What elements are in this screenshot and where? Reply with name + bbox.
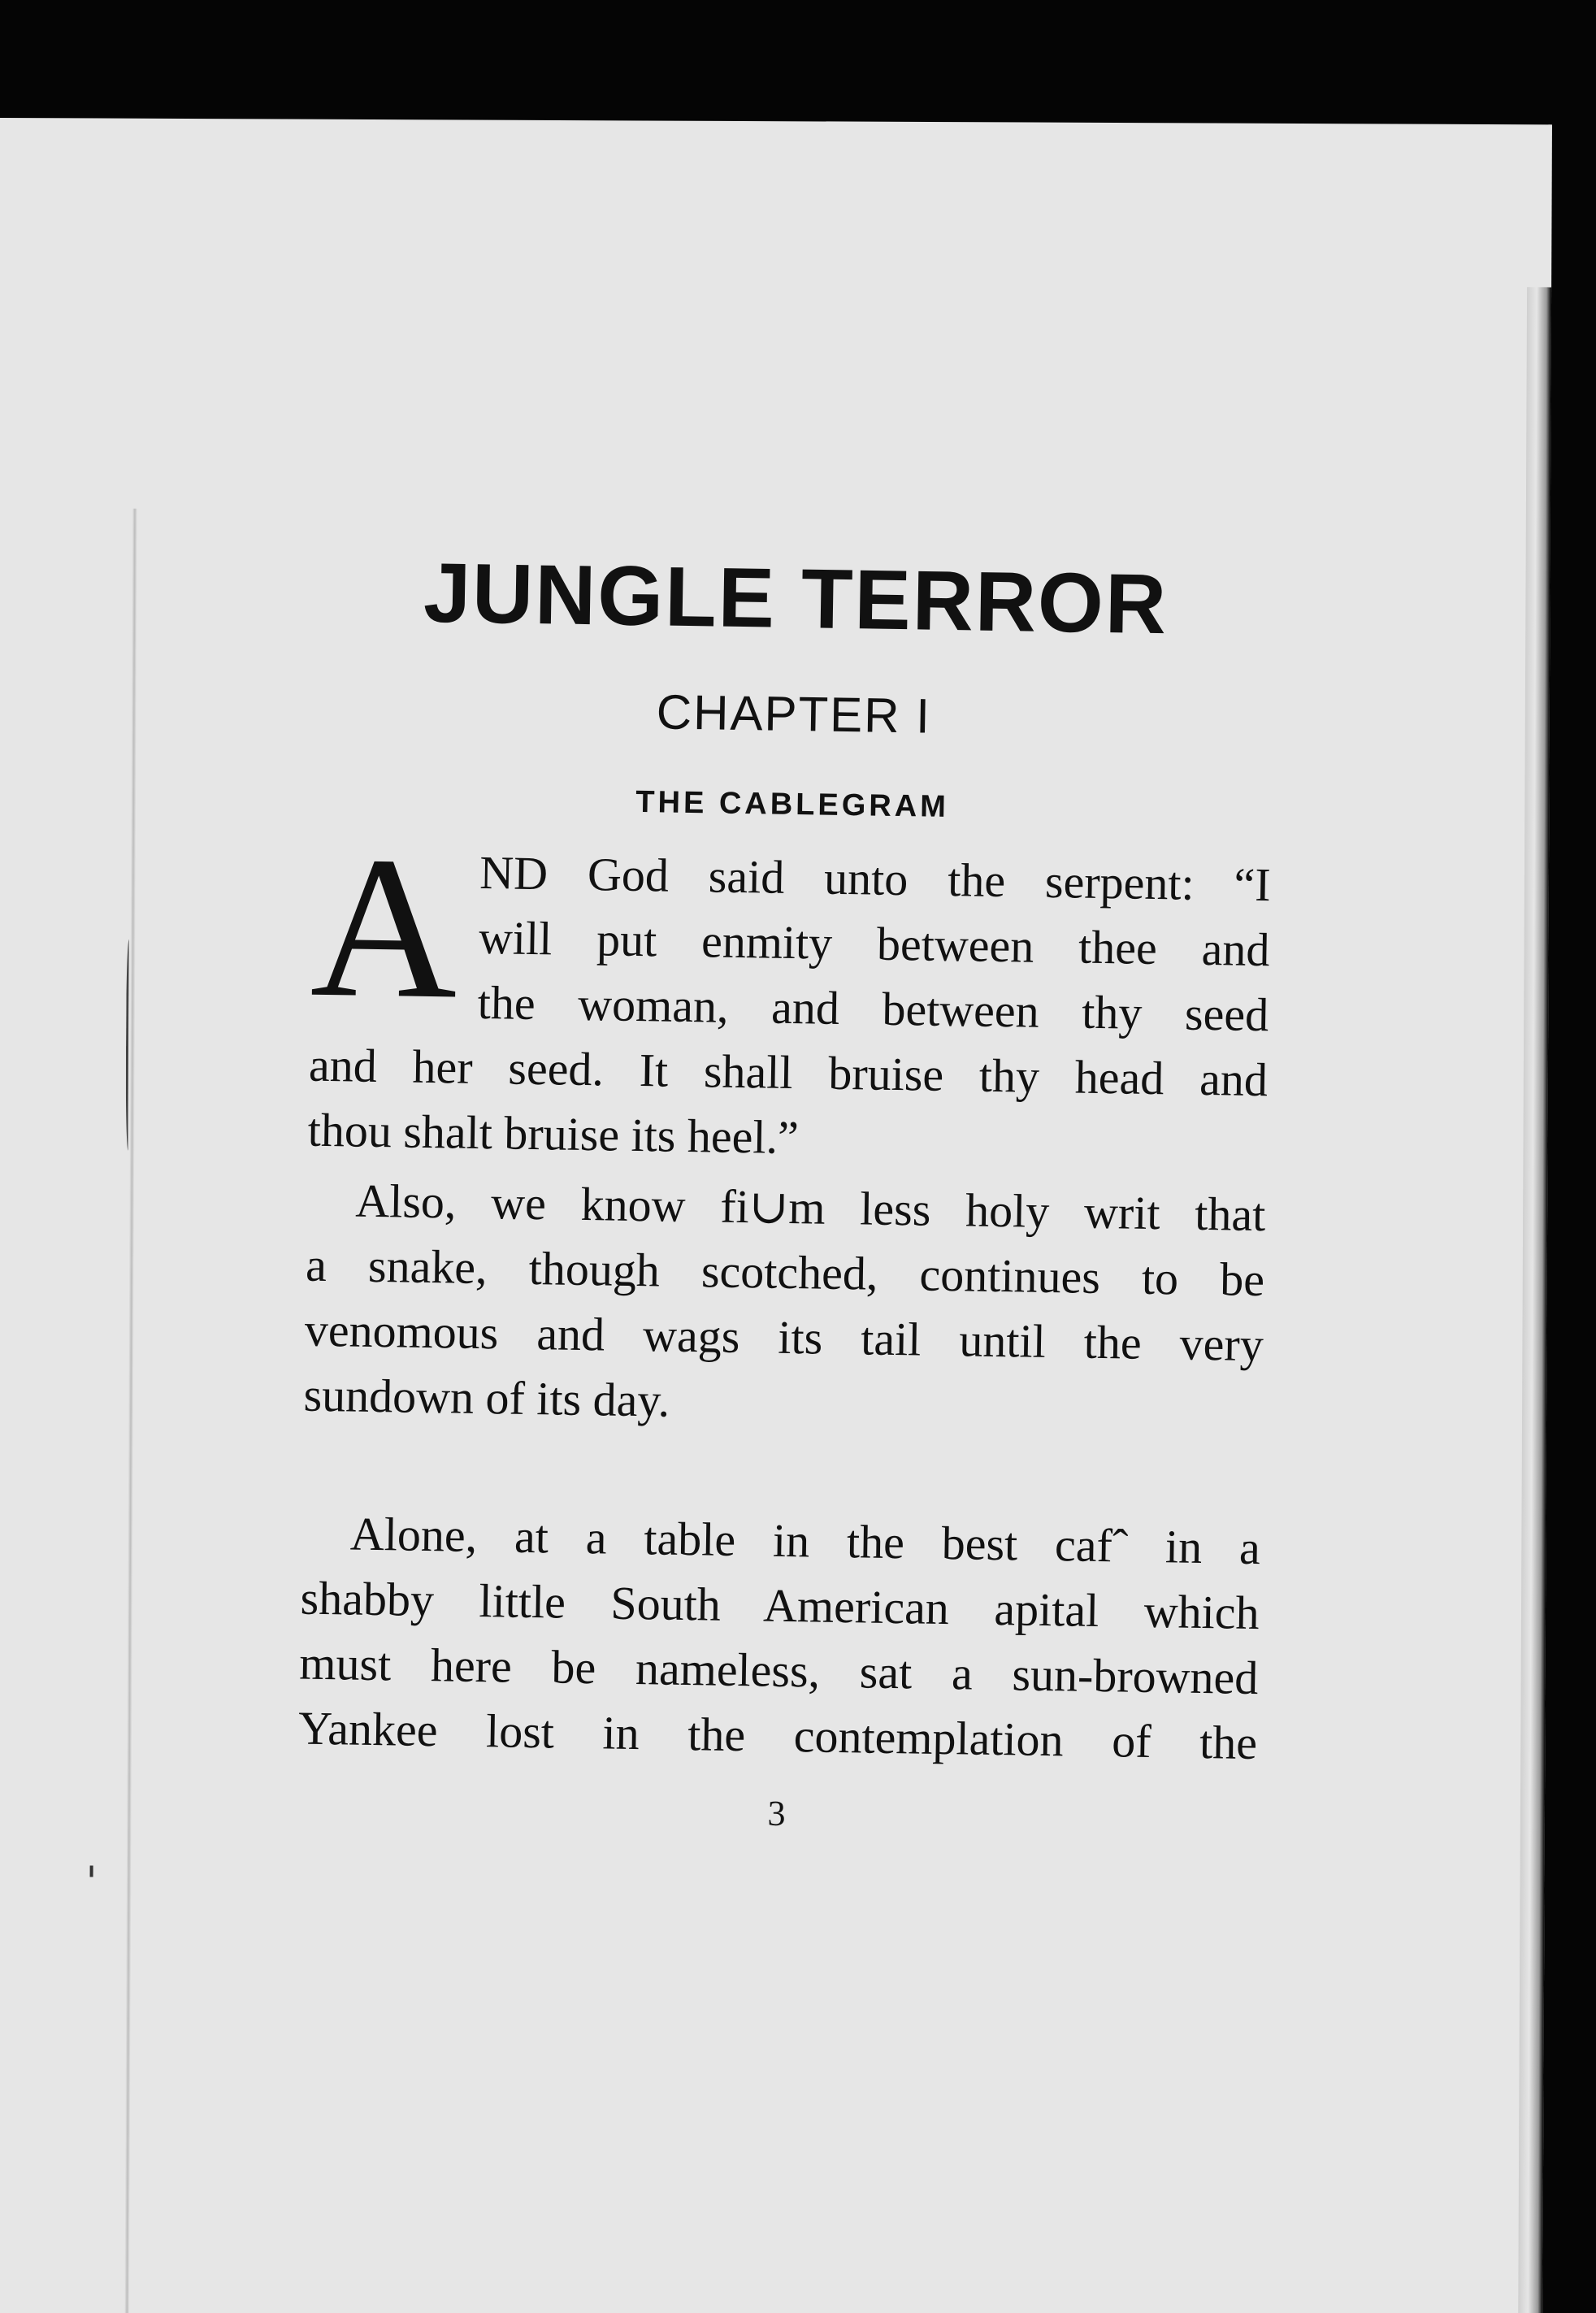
drop-cap-lines <box>477 840 1271 1048</box>
page-text-block <box>297 545 1276 1842</box>
paragraph-3 <box>298 1501 1261 1776</box>
text-line: ND God said unto the serpent: “I <box>479 846 1272 912</box>
text-line: sundown of its day. <box>303 1368 670 1427</box>
text-line: shabby little South American apital which <box>300 1571 1260 1640</box>
text-line: Also, we know fi∪m less holy writ that <box>354 1174 1266 1242</box>
text-line: Alone, at a table in the best cafˆ in a <box>349 1507 1261 1575</box>
chapter-title: THE CABLEGRAM <box>635 785 950 825</box>
text-line: venomous and wags its tail until the very <box>304 1303 1264 1372</box>
text-line: Yankee lost in the contemplation of the <box>297 1701 1258 1770</box>
gutter-speck <box>90 1866 93 1877</box>
text-line: the woman, and between thy seed <box>477 976 1269 1042</box>
gutter-mark <box>125 940 132 1151</box>
paragraph-1 <box>307 814 1272 1178</box>
chapter-heading: CHAPTER I <box>656 684 932 744</box>
text-line: must here be nameless, sat a sun-browned <box>298 1636 1259 1705</box>
book-title: JUNGLE TERROR <box>423 545 1169 653</box>
text-line: a snake, though scotched, continues to be <box>305 1238 1265 1307</box>
paragraph-2 <box>303 1168 1266 1443</box>
page-number: 3 <box>767 1793 787 1834</box>
text-line: and her seed. It shall bruise thy head and <box>308 1038 1269 1107</box>
gutter-shadow <box>124 509 137 2313</box>
page-edge <box>1518 287 1552 2313</box>
text-line: thou shalt bruise its heel.” <box>307 1103 800 1165</box>
drop-cap-letter: A <box>309 814 460 1042</box>
text-line: will put enmity between thee and <box>478 911 1270 977</box>
